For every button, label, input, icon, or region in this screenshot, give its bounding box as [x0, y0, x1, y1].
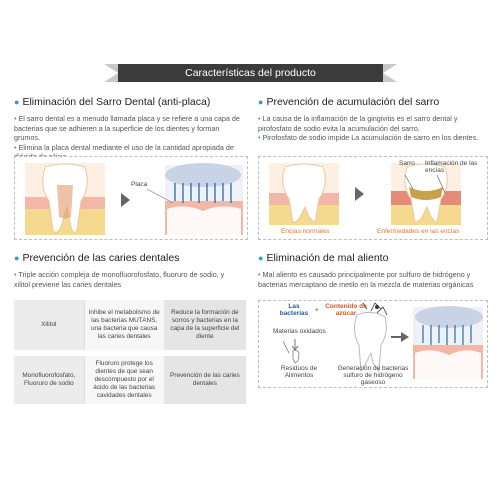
section-tartar-removal — [14, 96, 242, 162]
ingredient-result: Prevención de las caries dentales — [164, 353, 246, 404]
tooth-plaque-illustration — [15, 157, 247, 239]
label-sulfur-gas: Generación de bacterias sulfuro de hidrógeno gaseoso — [337, 365, 409, 386]
label-tartar: Sarro — [399, 160, 415, 167]
ingredient-name: Monofluorofosfato, Fluoruro de sodio — [14, 353, 84, 404]
bullet-icon: ● — [258, 97, 264, 107]
section-title-text: Eliminación de mal aliento — [266, 252, 389, 264]
section-title — [14, 252, 242, 264]
label-normal-gums: Encías normales — [281, 228, 330, 235]
ingredient-mechanism: Fluoruro protege los dientes de que sean descompuesto por el ácido de las bacterias cavidades dentales — [84, 353, 164, 404]
paragraph: • El sarro dental es a menudo llamada placa y se refiere a una capa de bacterias que se adhieren a la superficie de los dientes y forman grumos. — [14, 114, 240, 143]
caries-ingredients-table — [14, 300, 246, 404]
illustration-plaque — [14, 156, 248, 240]
illustration-bad-breath — [258, 300, 488, 388]
table-row — [14, 353, 246, 404]
section-caries-prevention — [14, 252, 242, 289]
label-gum-disease: Enfermedades en las encías — [377, 228, 460, 235]
section-buildup-prevention — [258, 96, 486, 143]
bullet-icon: ● — [258, 253, 264, 263]
banner-title: Características del producto — [185, 67, 316, 79]
section-banner — [118, 64, 383, 82]
paragraph: • Pirofosfato de sodio impide La acumulación de sarro en los dientes. — [258, 133, 479, 143]
paragraph: • Triple acción compleja de monofluorofosfato, fluoruro de sodio, y xilitol previene las caries dentales — [14, 270, 225, 289]
paragraph: • La causa de la inflamación de la gingivitis es el sarro dental y pirofosfato de sodio evita la acumulación del sarro. — [258, 114, 458, 133]
label-bacteria: Las bacterias — [279, 303, 309, 317]
arrow-right-icon — [355, 187, 364, 201]
label-inflammation: Inflamación de las encías — [425, 160, 478, 174]
table-row — [14, 300, 246, 353]
label-sugar: Contenido de azúcar — [325, 303, 367, 317]
label-plaque: Placa — [131, 181, 148, 188]
section-title — [258, 252, 486, 264]
label-oxidized: Materias oxidados — [273, 328, 326, 335]
paragraph: • Mal aliento es causado principalmente por sulfuro de hidrógeno y bacterias mercaptano de metilo en la mezcla de materias orgánicas — [258, 270, 474, 289]
section-title — [14, 96, 242, 108]
ingredient-result: Reduce la formación de sorros y bacterias en la capa de la superficie del diente — [164, 300, 246, 353]
ingredient-name: Xilitol — [14, 300, 84, 353]
section-title — [258, 96, 486, 108]
label-food-residue: Residuos de Alimentos — [280, 365, 318, 379]
paragraph: • Elimina la placa dental mediante el uso de la cantidad apropiada de — [14, 142, 234, 152]
bullet-icon: ● — [14, 253, 20, 263]
label-plus: + — [315, 307, 319, 314]
section-bad-breath — [258, 252, 486, 289]
illustration-gums — [258, 156, 488, 240]
section-title-text: Prevención de acumulación del sarro — [266, 96, 440, 108]
arrow-right-icon — [121, 193, 130, 207]
ingredient-mechanism: Inhibe el metabolismo de las bacterias MUTANS, una bacteria que causa las caries dentales — [84, 300, 164, 353]
section-title-text: Eliminación del Sarro Dental (anti-placa) — [22, 96, 211, 108]
bullet-icon: ● — [14, 97, 20, 107]
section-title-text: Prevención de las caries dentales — [22, 252, 180, 264]
